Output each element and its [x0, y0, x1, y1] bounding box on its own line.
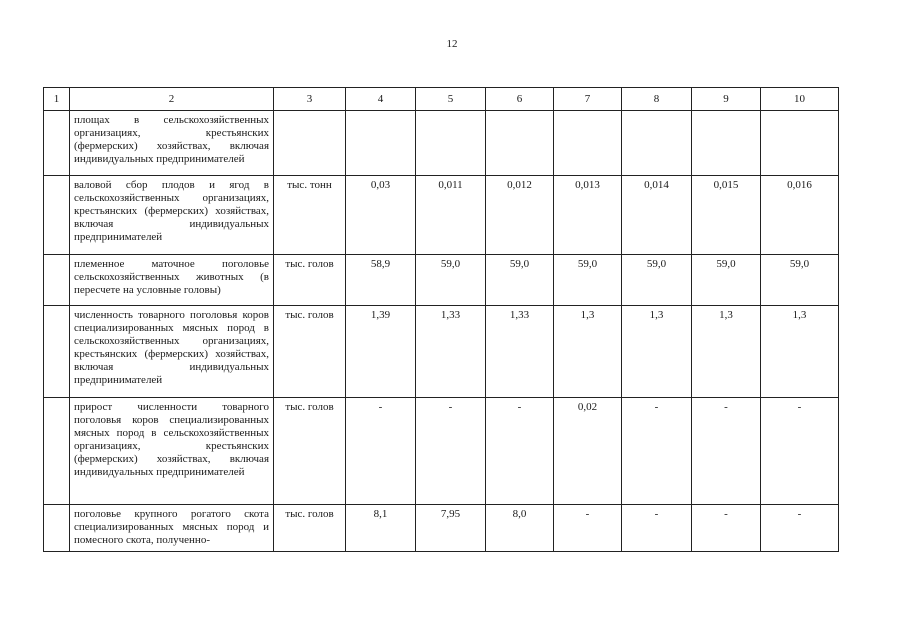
value-cell: 0,013 — [554, 176, 622, 255]
value-cell: 8,0 — [486, 505, 554, 552]
value-cell: 0,011 — [416, 176, 486, 255]
value-cell — [761, 111, 839, 176]
table-row — [44, 398, 839, 505]
row-index-cell — [44, 398, 70, 505]
row-index-cell — [44, 255, 70, 306]
value-cell: 59,0 — [554, 255, 622, 306]
indicator-cell: валовой сбор плодов и ягод в сельскохозяйственных организациях, крестьянских (фермерских) хозяйствах, включая индивидуальных предпринимателей — [70, 176, 274, 255]
value-cell: 8,1 — [346, 505, 416, 552]
row-index-cell — [44, 176, 70, 255]
value-cell: 1,33 — [416, 306, 486, 398]
value-cell: 59,0 — [486, 255, 554, 306]
value-cell: 1,39 — [346, 306, 416, 398]
column-number: 2 — [70, 88, 274, 111]
unit-cell: тыс. голов — [274, 255, 346, 306]
column-number: 10 — [761, 88, 839, 111]
table-row — [44, 176, 839, 255]
column-number: 7 — [554, 88, 622, 111]
value-cell: - — [486, 398, 554, 505]
table-row — [44, 306, 839, 398]
indicator-cell: прирост численности товарного поголовья коров специализированных мясных пород в сельскохозяйственных организациях, крестьянских (фермерских) хозяйствах, включая индивидуальных предпринимателей — [70, 398, 274, 505]
page-number: 12 — [446, 38, 458, 50]
value-cell — [346, 111, 416, 176]
value-cell: 1,3 — [554, 306, 622, 398]
value-cell: 0,03 — [346, 176, 416, 255]
unit-cell: тыс. голов — [274, 505, 346, 552]
value-cell — [554, 111, 622, 176]
value-cell: - — [346, 398, 416, 505]
unit-cell — [274, 111, 346, 176]
column-number-row — [44, 88, 839, 111]
row-index-cell — [44, 505, 70, 552]
indicator-table — [43, 87, 839, 552]
value-cell: 1,3 — [692, 306, 761, 398]
value-cell: 0,02 — [554, 398, 622, 505]
value-cell: 0,012 — [486, 176, 554, 255]
value-cell: - — [761, 398, 839, 505]
indicator-cell: численность товарного поголовья коров специализированных мясных пород в сельскохозяйственных организациях, крестьянских (фермерских) хозяйствах, включая индивидуальных предпринимателей — [70, 306, 274, 398]
value-cell: - — [761, 505, 839, 552]
value-cell: 59,0 — [622, 255, 692, 306]
row-index-cell — [44, 111, 70, 176]
value-cell: - — [692, 398, 761, 505]
value-cell: 1,33 — [486, 306, 554, 398]
value-cell: 0,016 — [761, 176, 839, 255]
value-cell — [416, 111, 486, 176]
unit-cell: тыс. голов — [274, 306, 346, 398]
table-row — [44, 505, 839, 552]
column-number: 9 — [692, 88, 761, 111]
value-cell: 0,014 — [622, 176, 692, 255]
value-cell: 7,95 — [416, 505, 486, 552]
value-cell: 0,015 — [692, 176, 761, 255]
column-number: 8 — [622, 88, 692, 111]
value-cell — [622, 111, 692, 176]
unit-cell: тыс. тонн — [274, 176, 346, 255]
indicator-cell: племенное маточное поголовье сельскохозяйственных животных (в пересчете на условные головы) — [70, 255, 274, 306]
value-cell: - — [554, 505, 622, 552]
value-cell: - — [622, 398, 692, 505]
value-cell: 59,0 — [416, 255, 486, 306]
column-number: 5 — [416, 88, 486, 111]
value-cell: 58,9 — [346, 255, 416, 306]
value-cell — [692, 111, 761, 176]
value-cell: - — [416, 398, 486, 505]
row-index-cell — [44, 306, 70, 398]
value-cell: - — [692, 505, 761, 552]
unit-cell: тыс. голов — [274, 398, 346, 505]
value-cell — [486, 111, 554, 176]
column-number: 1 — [44, 88, 70, 111]
indicator-cell: площах в сельскохозяйственных организациях, крестьянских (фермерских) хозяйствах, включая индивидуальных предпринимателей — [70, 111, 274, 176]
value-cell: 1,3 — [761, 306, 839, 398]
value-cell: 59,0 — [692, 255, 761, 306]
column-number: 4 — [346, 88, 416, 111]
column-number: 6 — [486, 88, 554, 111]
value-cell: - — [622, 505, 692, 552]
column-number: 3 — [274, 88, 346, 111]
value-cell: 59,0 — [761, 255, 839, 306]
table-row — [44, 111, 839, 176]
table-row — [44, 255, 839, 306]
indicator-cell: поголовье крупного рогатого скота специализированных мясных пород и помесного скота, полученно- — [70, 505, 274, 552]
value-cell: 1,3 — [622, 306, 692, 398]
